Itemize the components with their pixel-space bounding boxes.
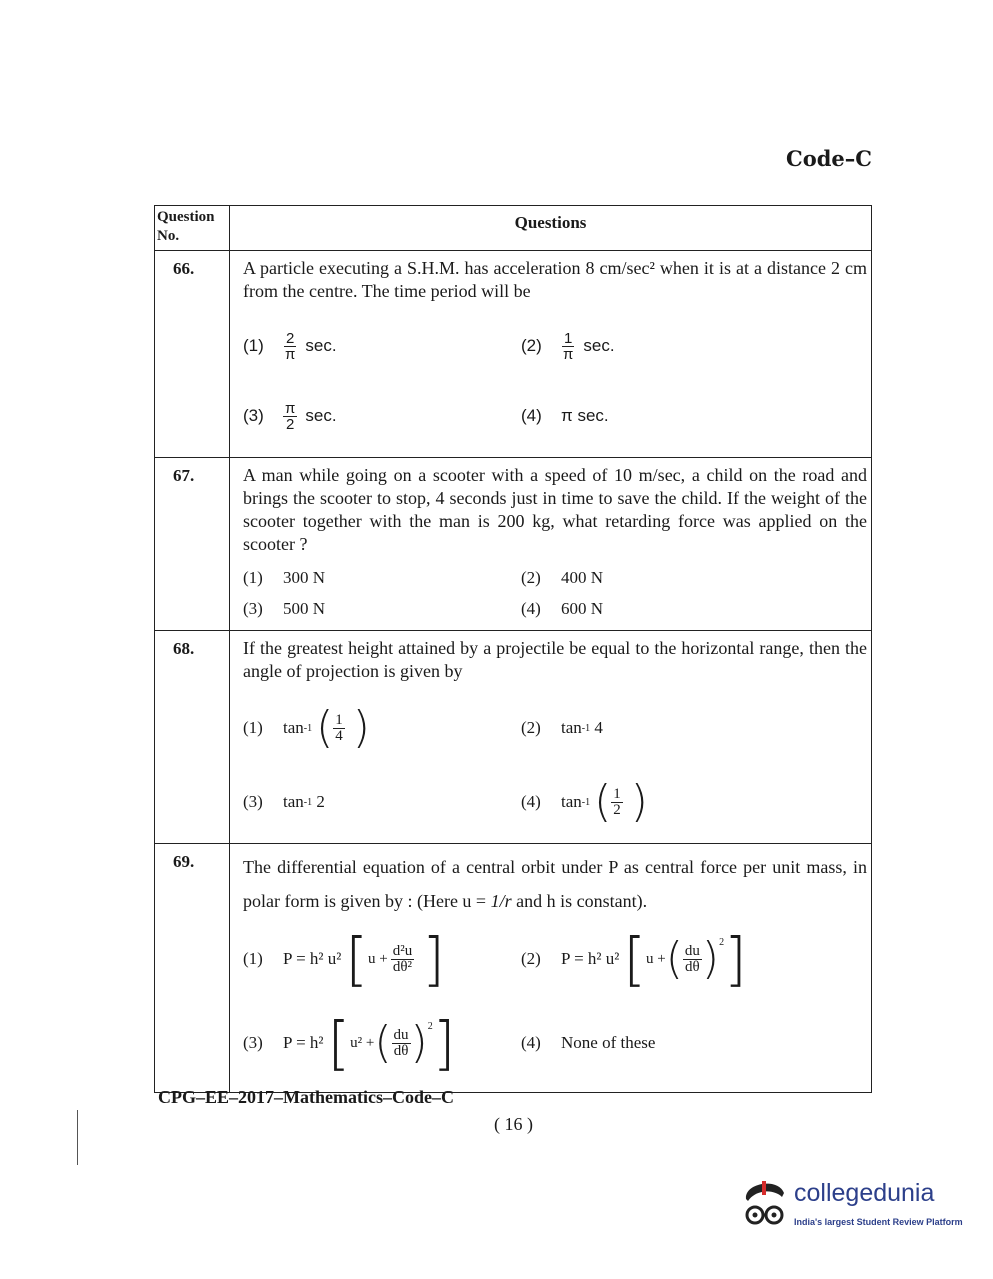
option-2: (2) $\frac{1}{\pi}$ sec. xyxy=(521,329,615,363)
question-table xyxy=(154,205,872,1093)
question-row-67 xyxy=(155,458,872,631)
page-number: ( 16 ) xyxy=(494,1114,533,1134)
option-2: (2) tan -1 4 xyxy=(521,718,603,737)
footer-code: CPG–EE–2017–Mathematics–Code–C xyxy=(158,1087,454,1107)
option-1: (1) 300 N xyxy=(243,567,326,587)
option-1: (1) tan -1 ( $\frac{1}{4}$ ) xyxy=(243,702,370,753)
question-text: A particle executing a S.H.M. has acceleration 8 cm/sec² when it is at a distance 2 cm from the centre. The time period will be xyxy=(243,258,867,301)
col-questions-header: Questions xyxy=(230,206,872,251)
option-3: (3) tan -1 2 xyxy=(243,792,325,811)
options xyxy=(243,311,867,451)
question-number: 67. xyxy=(155,458,230,631)
option-4: (4) π sec. xyxy=(521,406,609,425)
question-text: The differential equation of a central orbit under P as central force per unit mass, in polar form is given by : (Here u = 1/r and h is constant). xyxy=(243,857,867,911)
logo-wordmark: collegedunia xyxy=(794,1179,935,1207)
question-number: 68. xyxy=(155,631,230,844)
option-1: (1) P = h² u² [ u + $\frac{\text{d²u}}{\text{dθ²}}$ ] xyxy=(243,925,445,993)
fraction: $\frac{1}{\pi}$ xyxy=(563,329,574,363)
option-4: (4) 600 N xyxy=(521,598,604,618)
option-4: (4) None of these xyxy=(521,1033,656,1052)
option-3: (3) $\frac{\pi}{2}$ sec. xyxy=(243,399,337,433)
col-no-header: Question No. xyxy=(155,206,230,251)
option-3: (3) 500 N xyxy=(243,598,326,618)
question-row-66 xyxy=(155,251,872,458)
fraction: $\frac{\pi}{2}$ xyxy=(285,399,296,433)
table-header-row xyxy=(155,206,872,251)
question-row-68 xyxy=(155,631,872,844)
option-2: (2) 400 N xyxy=(521,567,604,587)
option-3: (3) P = h² [ u² + ( $\frac{du}{d\theta}$ ) 2 ] xyxy=(243,1009,456,1077)
question-text: If the greatest height attained by a projectile be equal to the horizontal range, then the angle of projection is given by xyxy=(243,638,867,681)
question-text: A man while going on a scooter with a speed of 10 m/sec, a child on the road and brings the scooter to stop, 4 seconds just in time to save the child. If the weight of the scooter together with the man is 200 kg, what retarding force was applied on the scooter ? xyxy=(243,465,867,554)
options xyxy=(243,918,867,1086)
fraction: $\frac{2}{\pi}$ xyxy=(285,329,296,363)
options xyxy=(243,689,867,837)
one-over-r: 1/r xyxy=(490,891,512,911)
student-mascot-icon xyxy=(738,1175,792,1233)
collegedunia-logo xyxy=(738,1175,968,1235)
option-1: (1) $\frac{2}{\pi}$ sec. xyxy=(243,329,337,363)
option-4: (4) tan -1 ( $\frac{1}{2}$ ) xyxy=(521,776,648,827)
option-2: (2) P = h² u² [ u + ( $\frac{du}{d\theta}$ ) 2 ] xyxy=(521,925,747,993)
question-number: 69. xyxy=(155,844,230,1093)
question-number: 66. xyxy=(155,251,230,458)
options xyxy=(243,562,867,624)
logo-tagline: India's largest Student Review Platform xyxy=(794,1217,963,1227)
code-header: Code–C xyxy=(786,146,872,171)
scan-margin-line xyxy=(77,1110,78,1165)
question-row-69 xyxy=(155,844,872,1093)
